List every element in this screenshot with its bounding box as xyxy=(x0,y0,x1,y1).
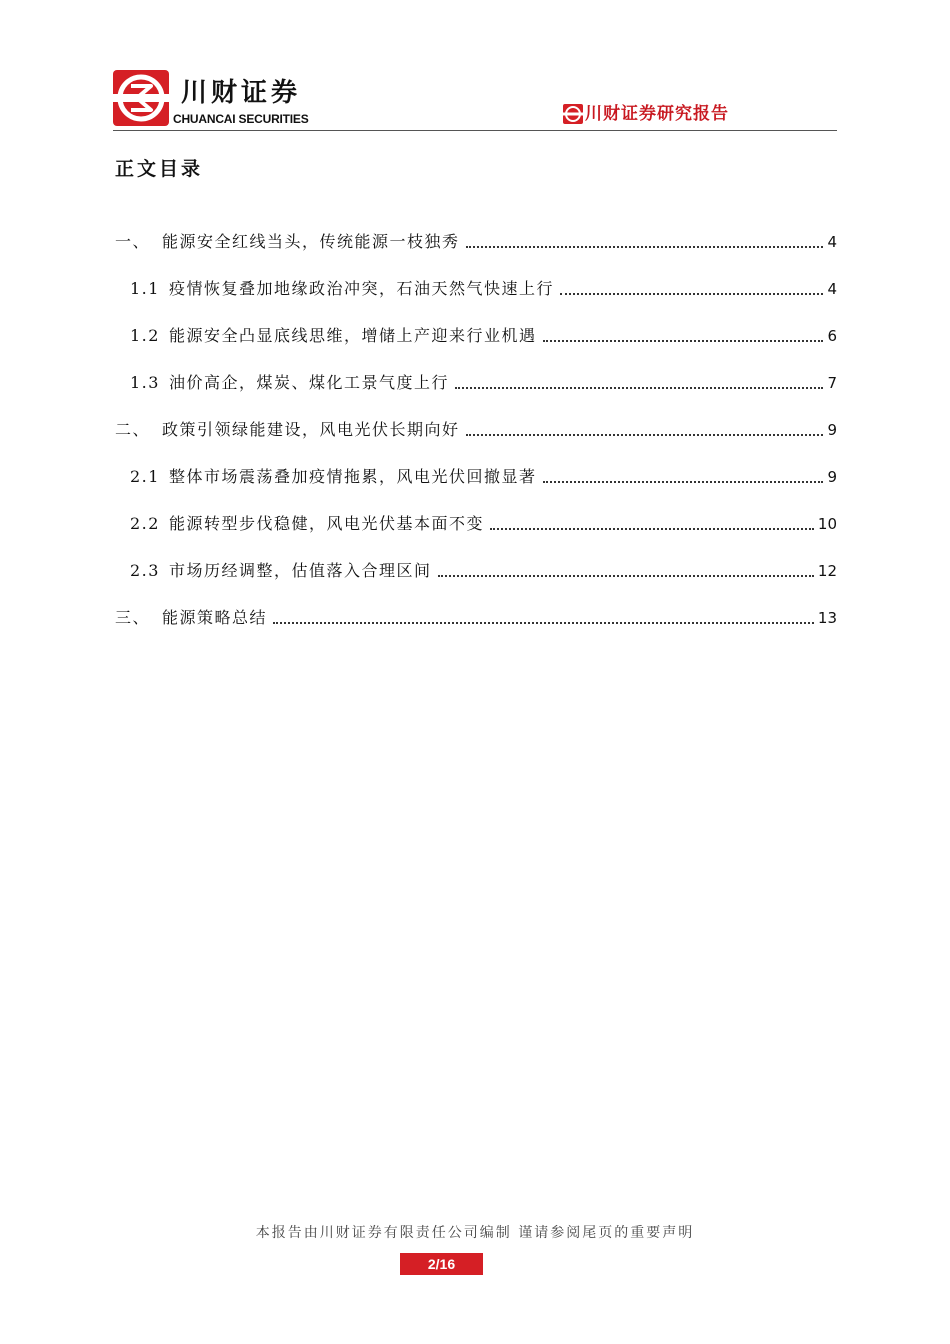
toc-entry-title: 整体市场震荡叠加疫情拖累，风电光伏回撤显著 xyxy=(169,467,537,486)
toc-entry-title: 能源策略总结 xyxy=(162,608,268,627)
toc-entry-number: 1.1 xyxy=(130,279,160,298)
toc-entry-page: 9 xyxy=(827,468,837,486)
toc-entry-number: 1.2 xyxy=(130,326,160,345)
company-name-en: CHUANCAI SECURITIES xyxy=(173,112,309,126)
toc-entry-page: 7 xyxy=(827,374,837,392)
page-number-badge: 2/16 xyxy=(400,1253,483,1275)
chuancai-small-logo-icon xyxy=(563,104,583,124)
toc-entry[interactable] xyxy=(115,256,837,303)
toc-entry-title: 市场历经调整，估值落入合理区间 xyxy=(169,561,432,580)
report-label xyxy=(563,102,729,126)
toc-dot-leader xyxy=(543,340,824,342)
chuancai-logo-icon xyxy=(113,70,169,126)
toc-entry-number: 2.3 xyxy=(130,561,160,580)
toc-entry-number: 2.1 xyxy=(130,467,160,486)
toc-dot-leader xyxy=(560,293,823,295)
toc-title: 正文目录 xyxy=(115,158,204,180)
toc-dot-leader xyxy=(543,481,824,483)
toc-entry-page: 9 xyxy=(827,421,837,439)
toc-entry-page: 12 xyxy=(817,562,837,580)
toc-entry-number: 1.3 xyxy=(130,373,160,392)
toc-dot-leader xyxy=(455,387,823,389)
toc-entry-page: 10 xyxy=(817,515,837,533)
toc-entry[interactable] xyxy=(115,491,837,538)
toc-dot-leader xyxy=(438,575,814,577)
report-label-text: 川财证券研究报告 xyxy=(585,104,729,124)
toc-entry-number: 2.2 xyxy=(130,514,160,533)
toc-entry-page: 4 xyxy=(827,280,837,298)
table-of-contents xyxy=(115,209,837,632)
toc-dot-leader xyxy=(273,622,814,624)
toc-entry[interactable] xyxy=(115,397,837,444)
toc-dot-leader xyxy=(490,528,814,530)
toc-entry-page: 13 xyxy=(817,609,837,627)
toc-entry-title: 能源安全红线当头，传统能源一枝独秀 xyxy=(162,232,460,251)
toc-entry-number: 一、 xyxy=(115,232,151,251)
footer-disclaimer: 本报告由川财证券有限责任公司编制 谨请参阅尾页的重要声明 xyxy=(255,1225,695,1241)
toc-entry-title: 能源安全凸显底线思维，增储上产迎来行业机遇 xyxy=(169,326,537,345)
toc-entry-number: 三、 xyxy=(115,608,151,627)
toc-entry[interactable] xyxy=(115,303,837,350)
toc-entry-title: 油价高企，煤炭、煤化工景气度上行 xyxy=(169,373,450,392)
header-divider xyxy=(113,130,837,131)
company-name-cn: 川财证券 xyxy=(181,78,302,108)
toc-entry[interactable] xyxy=(115,585,837,632)
toc-entry-page: 4 xyxy=(827,233,837,251)
page-header xyxy=(113,68,837,132)
toc-entry[interactable] xyxy=(115,538,837,585)
toc-entry[interactable] xyxy=(115,209,837,256)
toc-entry[interactable] xyxy=(115,444,837,491)
toc-dot-leader xyxy=(466,246,824,248)
toc-entry[interactable] xyxy=(115,350,837,397)
toc-entry-title: 能源转型步伐稳健，风电光伏基本面不变 xyxy=(169,514,485,533)
toc-entry-page: 6 xyxy=(827,327,837,345)
toc-entry-title: 政策引领绿能建设，风电光伏长期向好 xyxy=(162,420,460,439)
toc-entry-number: 二、 xyxy=(115,420,151,439)
toc-dot-leader xyxy=(466,434,824,436)
toc-entry-title: 疫情恢复叠加地缘政治冲突，石油天然气快速上行 xyxy=(169,279,555,298)
